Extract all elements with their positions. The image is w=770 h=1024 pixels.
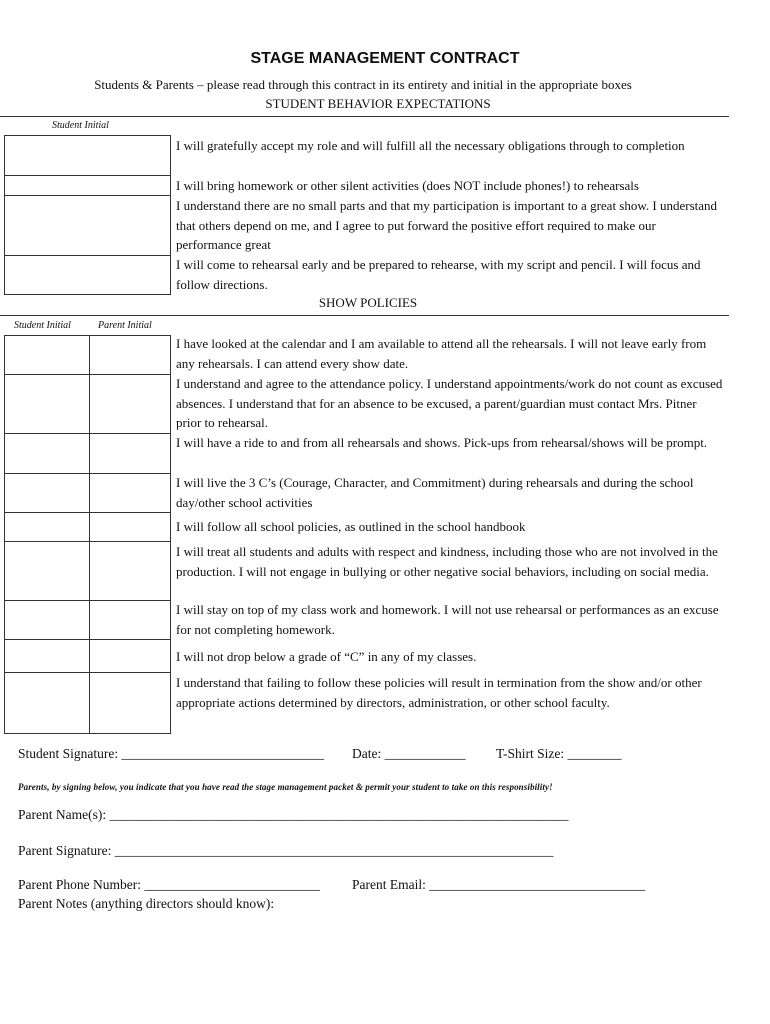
parent-notes-field[interactable]: Parent Notes (anything directors should know): xyxy=(18,896,275,911)
student-initial-label: Student Initial xyxy=(52,120,109,131)
parent-notice: Parents, by signing below, you indicate that you have read the stage management packet & permit your student to take on this responsibility! xyxy=(18,782,553,792)
document-subtitle: Students & Parents – please read through this contract in its entirety and initial in the appropriate boxes xyxy=(94,77,632,92)
policy-item: I will stay on top of my class work and homework. I will not use rehearsal or performances as an excuse for not completing homework. xyxy=(176,602,719,637)
student-initial-box[interactable] xyxy=(4,433,90,474)
parent-names-field[interactable]: Parent Name(s): ____________________________________________________________________ xyxy=(18,807,569,822)
student-signature-field[interactable]: Student Signature: ______________________________ xyxy=(18,746,324,761)
student-initial-box[interactable] xyxy=(4,600,90,640)
student-initial-box[interactable] xyxy=(4,512,90,542)
policy-item: I understand that failing to follow these policies will result in termination from the show and/or other appropriate actions determined by directors, administration, or other school faculty. xyxy=(176,675,702,710)
student-initial-box[interactable] xyxy=(4,175,171,196)
parent-initial-box[interactable] xyxy=(89,639,171,673)
student-initial-box[interactable] xyxy=(4,672,90,734)
parent-initial-box[interactable] xyxy=(89,335,171,375)
parent-initial-box[interactable] xyxy=(89,433,171,474)
student-initial-box[interactable] xyxy=(4,541,90,601)
parent-initial-box[interactable] xyxy=(89,672,171,734)
student-initial-box[interactable] xyxy=(4,639,90,673)
behavior-section-heading: STUDENT BEHAVIOR EXPECTATIONS xyxy=(265,96,491,111)
student-initial-label: Student Initial xyxy=(14,320,71,331)
policies-section-heading: SHOW POLICIES xyxy=(318,295,418,310)
policy-item: I will follow all school policies, as outlined in the school handbook xyxy=(176,519,526,534)
student-initial-box[interactable] xyxy=(4,335,90,375)
section-divider xyxy=(0,116,729,117)
date-field[interactable]: Date: ____________ xyxy=(352,746,466,761)
parent-initial-box[interactable] xyxy=(89,541,171,601)
behavior-item: I will gratefully accept my role and will fulfill all the necessary obligations through to completion xyxy=(176,138,685,153)
parent-phone-field[interactable]: Parent Phone Number: __________________________ xyxy=(18,877,320,892)
parent-initial-box[interactable] xyxy=(89,512,171,542)
policy-item: I will live the 3 C’s (Courage, Character, and Commitment) during rehearsals and during the school day/other school activities xyxy=(176,475,694,510)
policy-item: I understand and agree to the attendance policy. I understand appointments/work do not count as excused absences. I understand that for an absence to be excused, a parent/guardian must contact Mrs. Pitner prior to rehearsal. xyxy=(176,376,723,430)
section-divider xyxy=(0,315,729,316)
parent-initial-box[interactable] xyxy=(89,473,171,513)
behavior-item: I understand there are no small parts and that my participation is important to a great show. I understand that others depend on me, and I agree to put forward the positive effort required to make our performance great xyxy=(176,198,718,252)
document-title: STAGE MANAGEMENT CONTRACT xyxy=(250,50,520,67)
student-initial-box[interactable] xyxy=(4,195,171,256)
parent-initial-box[interactable] xyxy=(89,374,171,434)
student-initial-box[interactable] xyxy=(4,374,90,434)
behavior-item: I will come to rehearsal early and be prepared to rehearse, with my script and pencil. I will focus and follow directions. xyxy=(176,257,701,292)
student-initial-box[interactable] xyxy=(4,135,171,176)
policy-item: I will have a ride to and from all rehearsals and shows. Pick-ups from rehearsal/shows will be prompt. xyxy=(176,435,708,450)
policy-item: I will treat all students and adults with respect and kindness, including those who are not involved in the production. I will not engage in bullying or other negative social behaviors, including on social media. xyxy=(176,544,718,579)
policy-item: I have looked at the calendar and I am available to attend all the rehearsals. I will not leave early from any rehearsals. I can attend every show date. xyxy=(176,336,707,371)
parent-initial-label: Parent Initial xyxy=(98,320,152,331)
student-initial-box[interactable] xyxy=(4,255,171,295)
parent-email-field[interactable]: Parent Email: ________________________________ xyxy=(352,877,646,892)
parent-signature-field[interactable]: Parent Signature: _________________________________________________________________ xyxy=(18,843,554,858)
policy-item: I will not drop below a grade of “C” in any of my classes. xyxy=(176,649,477,664)
tshirt-size-field[interactable]: T-Shirt Size: ________ xyxy=(496,746,622,761)
parent-initial-box[interactable] xyxy=(89,600,171,640)
behavior-item: I will bring homework or other silent activities (does NOT include phones!) to rehearsals xyxy=(176,178,639,193)
student-initial-box[interactable] xyxy=(4,473,90,513)
